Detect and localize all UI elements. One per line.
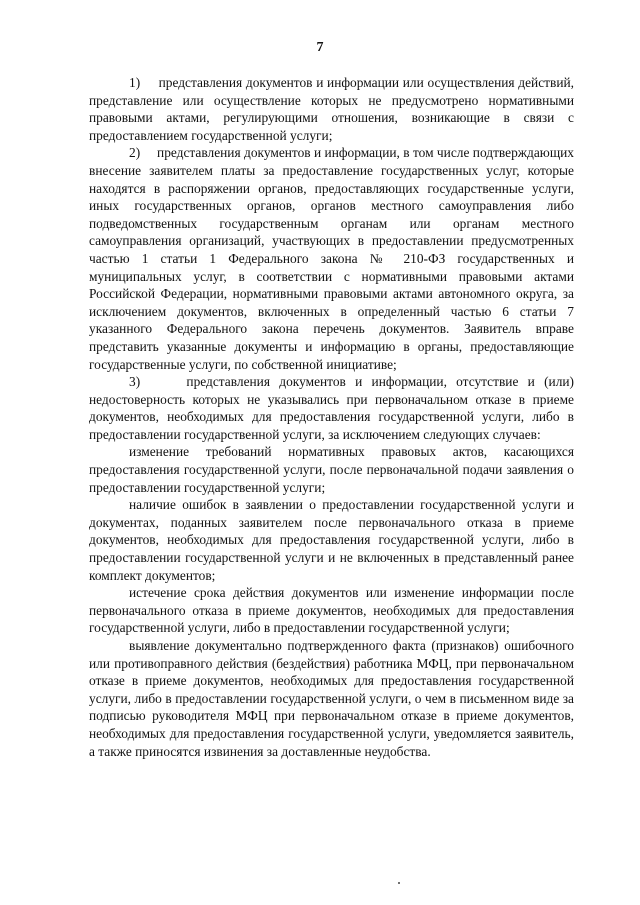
exception-expired-documents: истечение срока действия документов или изменение информации после первоначального отказа в приеме документов, необходимых для предоставления государственной услуги, либо в предоставлении государственной услуги; xyxy=(89,585,574,636)
document-body xyxy=(89,74,574,760)
scan-speck xyxy=(398,882,400,884)
exception-change-of-requirements: изменение требований нормативных правовых актов, касающихся предоставления государственной услуги, после первоначальной подачи заявления о предоставлении государственной услуги; xyxy=(89,444,574,495)
exception-errors-in-application: наличие ошибок в заявлении о предоставлении государственной услуги и документах, поданных заявителем после первоначального отказа в приеме документов, необходимых для предоставления государственной услуги, либо в предоставлении государственной услуги и не включенных в представленный ранее комплект документов; xyxy=(89,497,574,583)
paragraph-item-1: 1) представления документов и информации или осуществления действий, представление или осуществление которых не предусмотрено нормативными правовыми актами, регулирующими отношения, возникающие в связи с предоставлением государственной услуги; xyxy=(89,75,574,143)
paragraph-item-2: 2) представления документов и информации, в том числе подтверждающих внесение заявителем платы за предоставление государственных услуг, которые находятся в распоряжении органов, предоставляющих государственные услуги, иных государственных органов, органов местного самоуправления либо подведомственных государственным органам или органам местного самоуправления организаций, участвующих в предоставлении предусмотренных частью 1 статьи 1 Федерального закона № 210-ФЗ государственных и муниципальных услуг, в соответствии с нормативными правовыми актами Российской Федерации, нормативными правовыми актами автономного округа, за исключением документов, включенных в определенный частью 6 статьи 7 указанного Федерального закона перечень документов. Заявитель вправе представить указанные документы и информацию в органы, предоставляющие государственные услуги, по собственной инициативе; xyxy=(89,145,574,372)
page-number: 7 xyxy=(316,40,324,55)
exception-mfc-employee-error: выявление документально подтвержденного факта (признаков) ошибочного или противоправного действия (бездействия) работника МФЦ, при первоначальном отказе в приеме документов, необходимых для предоставления государственной услуги, либо в предоставлении государственной услуги, о чем в письменном виде за подписью руководителя МФЦ при первоначальном отказе в приеме документов, необходимых для предоставления государственной услуги, уведомляется заявитель, а также приносятся извинения за доставленные неудобства. xyxy=(89,638,574,759)
paragraph-item-3: 3) представления документов и информации, отсутствие и (или) недостоверность которых не указывались при первоначальном отказе в приеме документов, необходимых для предоставления государственной услуги, либо в предоставлении государственной услуги, за исключением следующих случаев: xyxy=(89,374,574,442)
